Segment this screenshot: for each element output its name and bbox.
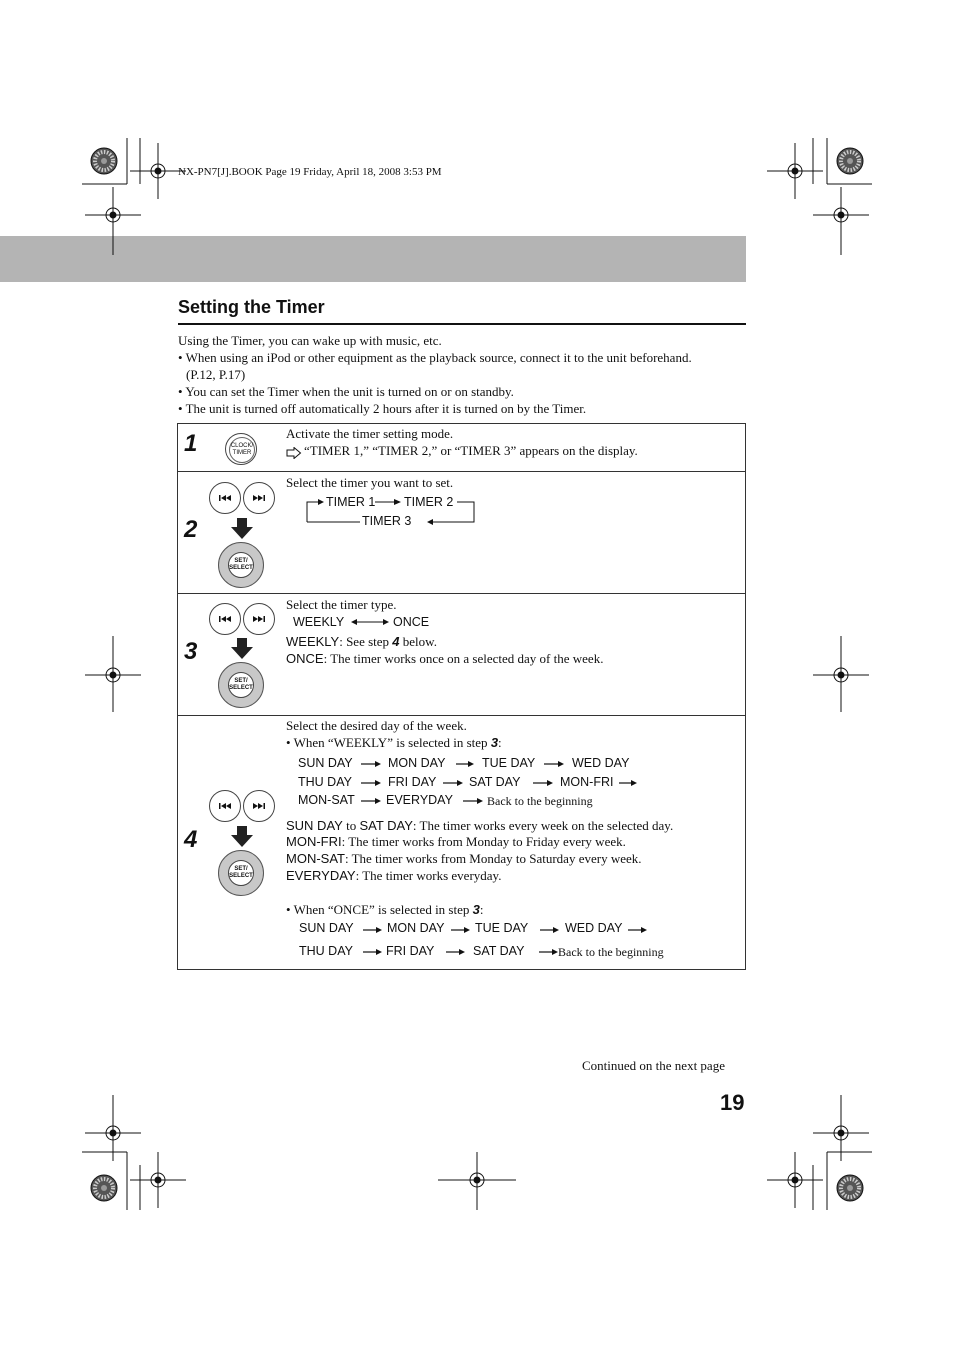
day-tue: TUE DAY bbox=[475, 921, 529, 935]
row-divider bbox=[178, 471, 745, 472]
day-sun: SUN DAY bbox=[298, 756, 353, 770]
intro-bullet: • You can set the Timer when the unit is turned on or on standby. bbox=[178, 384, 514, 399]
weekly-term: WEEKLY bbox=[286, 634, 340, 649]
set-select-button[interactable] bbox=[218, 850, 264, 896]
day-mon-fri: MON-FRI bbox=[560, 775, 614, 789]
down-arrow-icon bbox=[230, 518, 254, 540]
day-fri: FRI DAY bbox=[386, 944, 435, 958]
weekly-description bbox=[286, 634, 437, 650]
once-intro-text: • When “ONCE” is selected in step bbox=[286, 902, 473, 917]
weekly-option: WEEKLY bbox=[293, 615, 345, 629]
day-tue: TUE DAY bbox=[482, 756, 536, 770]
once-intro-colon: : bbox=[479, 902, 484, 917]
mon-sat-term: MON-SAT bbox=[286, 851, 345, 866]
step3-instruction: Select the timer type. bbox=[286, 597, 397, 612]
intro-bullet: • When using an iPod or other equipment as the playback source, connect it to the unit beforehand. bbox=[178, 350, 692, 365]
once-term: ONCE bbox=[286, 651, 324, 666]
sun-day-term: SUN DAY bbox=[286, 818, 343, 833]
back-to-beginning-note: Back to the beginning bbox=[487, 794, 593, 808]
skip-forward-icon bbox=[244, 604, 274, 634]
skip-back-button[interactable] bbox=[209, 482, 241, 514]
weekly-desc: : See step bbox=[339, 634, 393, 649]
sun-sat-description bbox=[286, 818, 673, 834]
step1-result: “TIMER 1,” “TIMER 2,” or “TIMER 3” appears on the display. bbox=[304, 443, 638, 458]
intro-line: Using the Timer, you can wake up with music, etc. bbox=[178, 333, 442, 348]
day-fri: FRI DAY bbox=[388, 775, 437, 789]
skip-forward-icon bbox=[244, 483, 274, 513]
once-desc: : The timer works once on a selected day of the week. bbox=[323, 651, 604, 666]
back-to-beginning-note: Back to the beginning bbox=[558, 945, 664, 959]
day-wed: WED DAY bbox=[572, 756, 630, 770]
weekly-intro-colon: : bbox=[498, 735, 502, 750]
everyday-term: EVERYDAY bbox=[286, 868, 356, 883]
continued-note: Continued on the next page bbox=[582, 1058, 725, 1073]
step-number: 4 bbox=[184, 826, 198, 853]
step1-instruction: Activate the timer setting mode. bbox=[286, 426, 454, 441]
to-word: to bbox=[342, 818, 360, 833]
sun-sat-desc: : The timer works every week on the selected day. bbox=[412, 818, 674, 833]
everyday-description bbox=[286, 868, 501, 884]
day-wed: WED DAY bbox=[565, 921, 623, 935]
header-note: NX-PN7[J].BOOK Page 19 Friday, April 18, 2008 3:53 PM bbox=[178, 166, 442, 178]
step-number: 3 bbox=[184, 638, 198, 665]
section-title: Setting the Timer bbox=[178, 297, 325, 317]
weekly-intro-text: • When “WEEKLY” is selected in step bbox=[286, 735, 491, 750]
day-sun: SUN DAY bbox=[299, 921, 354, 935]
timer-3-label: TIMER 3 bbox=[362, 514, 412, 528]
down-arrow-icon bbox=[230, 826, 254, 848]
intro-bullet: • The unit is turned off automatically 2 hours after it is turned on by the Timer. bbox=[178, 401, 587, 416]
set-select-label: SET/ SELECT bbox=[228, 552, 254, 578]
skip-forward-button[interactable] bbox=[243, 482, 275, 514]
skip-back-icon bbox=[210, 604, 240, 634]
step-ref: 4 bbox=[392, 634, 400, 649]
skip-back-icon bbox=[210, 483, 240, 513]
day-thu: THU DAY bbox=[298, 775, 352, 789]
mon-fri-description bbox=[286, 834, 626, 850]
day-sat: SAT DAY bbox=[469, 775, 521, 789]
timer-1-label: TIMER 1 bbox=[326, 495, 376, 509]
step-number: 2 bbox=[184, 516, 198, 543]
step-number: 1 bbox=[184, 430, 198, 457]
step-ref: 3 bbox=[472, 902, 480, 917]
timer-2-label: TIMER 2 bbox=[404, 495, 454, 509]
skip-back-button[interactable] bbox=[209, 603, 241, 635]
bidirectional-arrow-icon bbox=[350, 617, 390, 627]
step2-instruction: Select the timer you want to set. bbox=[286, 475, 454, 490]
steps-table bbox=[177, 423, 746, 970]
step4-instruction: Select the desired day of the week. bbox=[286, 718, 467, 733]
clock-timer-label: CLOCK/ TIMER bbox=[229, 437, 255, 463]
intro-bullet-cont: (P.12, P.17) bbox=[186, 367, 246, 382]
set-select-label: SET/ SELECT bbox=[228, 672, 254, 698]
once-sequence-intro bbox=[286, 902, 483, 918]
weekly-sequence-intro bbox=[286, 735, 502, 751]
title-rule bbox=[178, 323, 746, 325]
day-everyday: EVERYDAY bbox=[386, 793, 453, 807]
result-arrow-icon bbox=[286, 447, 302, 459]
row-divider bbox=[178, 593, 745, 594]
row-divider bbox=[178, 715, 745, 716]
set-select-button[interactable] bbox=[218, 662, 264, 708]
down-arrow-icon bbox=[230, 638, 254, 660]
day-mon-sat: MON-SAT bbox=[298, 793, 355, 807]
set-select-label: SET/ SELECT bbox=[228, 860, 254, 886]
day-sat: SAT DAY bbox=[473, 944, 525, 958]
mon-fri-desc: : The timer works from Monday to Friday every week. bbox=[341, 834, 626, 849]
day-mon: MON DAY bbox=[388, 756, 446, 770]
weekly-desc-end: below. bbox=[399, 634, 437, 649]
once-sequence-arrows bbox=[178, 919, 745, 959]
day-mon: MON DAY bbox=[387, 921, 445, 935]
clock-timer-button[interactable] bbox=[225, 433, 257, 465]
sat-day-term: SAT DAY bbox=[359, 818, 413, 833]
day-thu: THU DAY bbox=[299, 944, 353, 958]
skip-forward-button[interactable] bbox=[243, 603, 275, 635]
page-number: 19 bbox=[720, 1090, 745, 1115]
step-ref: 3 bbox=[490, 735, 499, 750]
mon-sat-desc: : The timer works from Monday to Saturday every week. bbox=[344, 851, 642, 866]
weekly-sequence-arrows bbox=[178, 754, 745, 814]
set-select-button[interactable] bbox=[218, 542, 264, 588]
mon-fri-term: MON-FRI bbox=[286, 834, 342, 849]
everyday-desc: : The timer works everyday. bbox=[355, 868, 502, 883]
mon-sat-description bbox=[286, 851, 642, 867]
once-description bbox=[286, 651, 603, 667]
once-option: ONCE bbox=[393, 615, 430, 629]
